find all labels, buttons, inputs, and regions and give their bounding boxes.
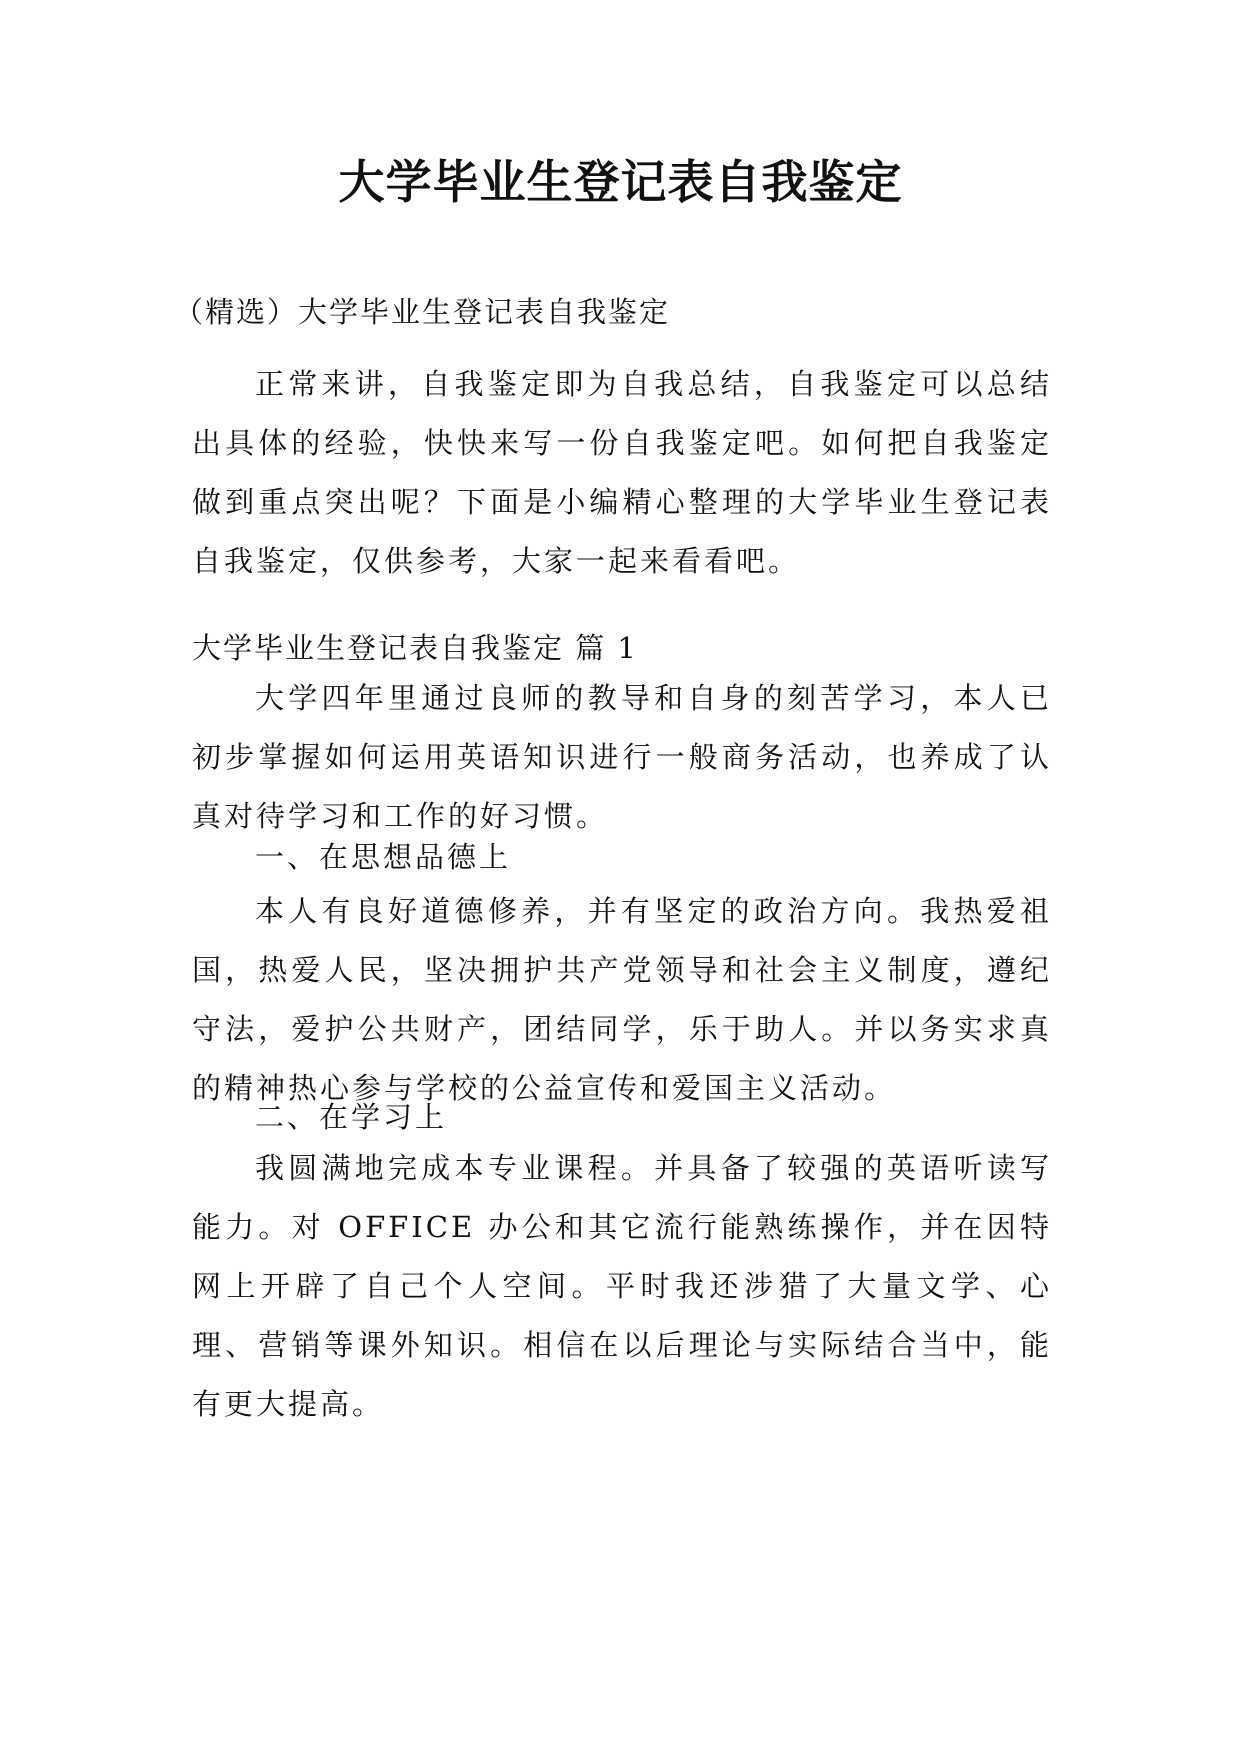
section-heading: 大学毕业生登记表自我鉴定 篇 1: [192, 631, 638, 665]
intro-paragraph: 正常来讲，自我鉴定即为自我总结，自我鉴定可以总结出具体的经验，快快来写一份自我鉴定吧。如何把自我鉴定做到重点突出呢？下面是小编精心整理的大学毕业生登记表自我鉴定，仅供参考，大家一起来看看吧。: [192, 367, 1052, 578]
subheading-study: 二、在学习上: [255, 1100, 448, 1134]
section-paragraph-1: 大学四年里通过良师的教导和自身的刻苦学习，本人已初步掌握如何运用英语知识进行一般商务活动，也养成了认真对待学习和工作的好习惯。: [192, 681, 1052, 833]
document-title: 大学毕业生登记表自我鉴定: [338, 155, 903, 209]
section-paragraph-3: 我圆满地完成本专业课程。并具备了较强的英语听读写能力。对 OFFICE 办公和其它流行能熟练操作，并在因特网上开辟了自己个人空间。平时我还涉猎了大量文学、心理、营销等课外知识。相信在以后理论与实际结合当中，能有更大提高。: [192, 1151, 1052, 1421]
document-subtitle: （精选）大学毕业生登记表自我鉴定: [174, 295, 671, 329]
section-paragraph-2: 本人有良好道德修养，并有坚定的政治方向。我热爱祖国，热爱人民，坚决拥护共产党领导和社会主义制度，遵纪守法，爱护公共财产，团结同学，乐于助人。并以务实求真的精神热心参与学校的公益宣传和爱国主义活动。: [192, 894, 1052, 1105]
subheading-morality: 一、在思想品德上: [255, 840, 512, 874]
